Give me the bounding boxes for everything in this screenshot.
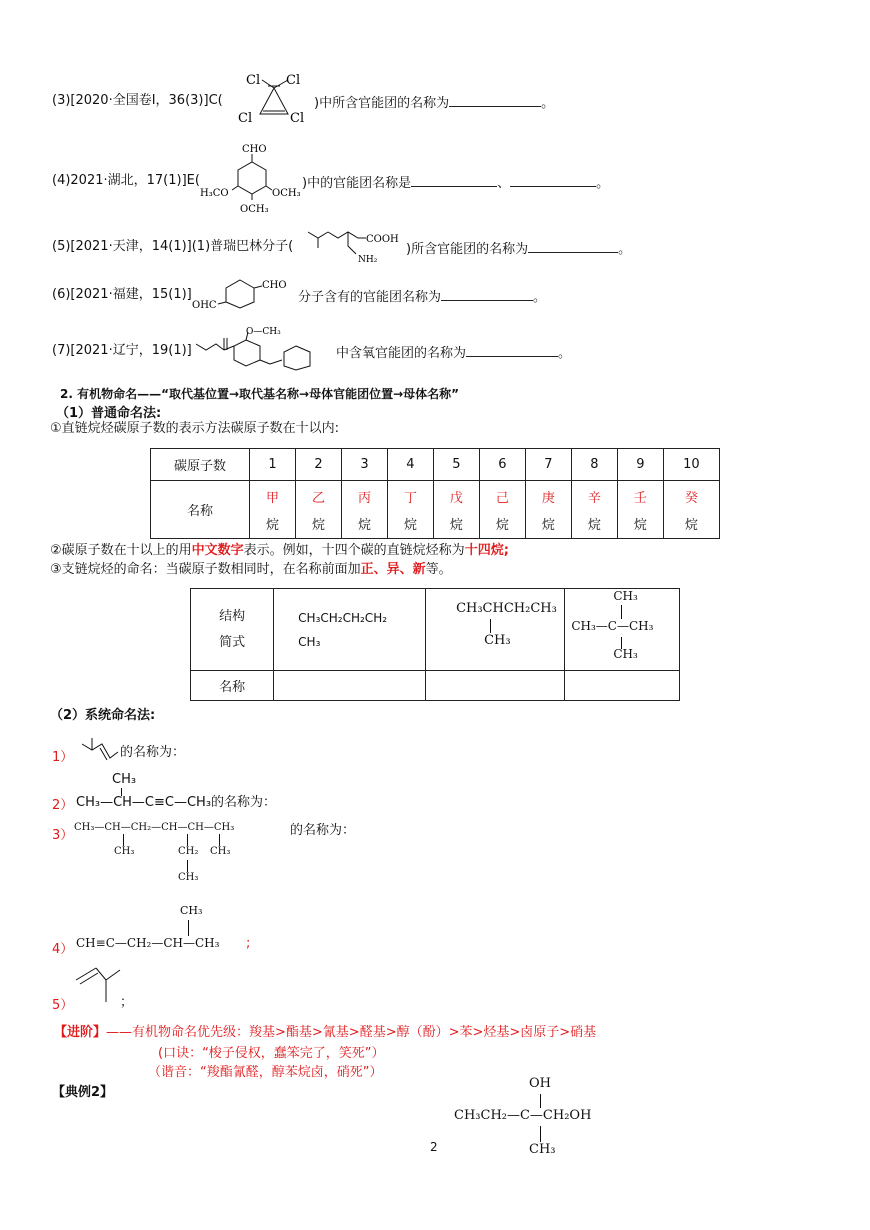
q7-answer-blank[interactable] (466, 342, 558, 357)
section2-title: 2. 有机物命名——“取代基位置→取代基名称→母体官能团位置→母体名称” (60, 387, 460, 401)
prefix: 丙 (357, 490, 371, 506)
item1-number: 1） (52, 750, 74, 765)
butane-line-2: CH₃ (298, 634, 321, 649)
q4-end: 。 (596, 176, 610, 191)
structure-cell-3 (565, 589, 680, 671)
carbon-count-table (150, 448, 720, 539)
q3-answer-blank[interactable] (449, 92, 541, 107)
name-cell (433, 481, 479, 539)
terephthalaldehyde-structure (190, 276, 298, 310)
item3-branch-1: CH₃ (114, 846, 135, 857)
item2-branch: CH₃ (112, 772, 137, 787)
item3-branch-2: CH₂ (178, 846, 199, 857)
q7-prefix: (7)[2021·辽宁，19(1)] (52, 343, 192, 358)
q6-end: 。 (533, 290, 547, 305)
q5-suffix-line (406, 238, 631, 259)
rule3-part-c: 等。 (425, 562, 452, 577)
q7-line (52, 342, 192, 360)
structure-cell-2 (426, 589, 565, 671)
suffix: 烷 (265, 517, 279, 533)
table1-name-label: 名称 (151, 481, 250, 539)
q5-end: 。 (618, 242, 632, 257)
prefix: 己 (495, 490, 509, 506)
example-bond-bottom (540, 1126, 541, 1142)
table2-name-row (191, 671, 680, 701)
advanced-priority: ——有机物命名优先级：羧基>酯基>氰基>醛基>醇（酚）>苯>烃基>卤原子>硝基 (106, 1025, 597, 1040)
advanced-tag: 【进阶】 (54, 1025, 107, 1040)
name-cell (295, 481, 341, 539)
name-cell (250, 481, 296, 539)
num-cell: 6 (479, 449, 525, 481)
suffix: 烷 (495, 517, 509, 533)
item5-number: 5） (52, 998, 74, 1013)
q3-suffix-line (314, 92, 554, 113)
cl-label-1: Cl (246, 73, 261, 88)
item2-number: 2） (52, 798, 74, 813)
advanced-line2: (口诀：“梭子侵权，蠢笨完了，笑死”） (158, 1046, 385, 1061)
q4-suffix-line (302, 172, 609, 193)
table1-number-row (151, 449, 720, 481)
och3-label-2: OCH₃ (240, 204, 269, 215)
item3-branch-3: CH₃ (178, 872, 199, 883)
item3-text: 的名称为： (290, 823, 356, 838)
advanced-line3: （谐音：“羧酯氰醛，醇苯烷卤，硝死”） (148, 1065, 383, 1080)
rule3-part-a: ③支链烷烃的命名：当碳原子数相同时，在名称前面加 (50, 562, 361, 577)
name-cell (479, 481, 525, 539)
q4-separator: 、 (497, 176, 511, 191)
example-main: CH₃CH₂—C—CH₂OH (454, 1108, 592, 1123)
num-cell: 10 (663, 449, 719, 481)
example-bond-top (540, 1094, 541, 1108)
name-cell (617, 481, 663, 539)
name-cell (341, 481, 387, 539)
prefix: 甲 (265, 490, 279, 506)
ohc-label: OHC (192, 300, 217, 310)
isobutane-bond (490, 619, 491, 633)
cl-label-3: Cl (238, 111, 253, 126)
num-cell: 5 (433, 449, 479, 481)
item3-number: 3） (52, 828, 74, 843)
och3-label-1: OCH₃ (272, 188, 301, 199)
q6-suffix-line (298, 286, 546, 307)
pregabalin-structure (300, 218, 408, 268)
q5-prefix: (5)[2021·天津，14(1)](1)普瑞巴林分子( (52, 239, 294, 254)
q4-suffix: )中的官能团名称是 (302, 176, 412, 191)
branched-alkane-table (190, 588, 680, 701)
table2-structure-row (191, 589, 680, 671)
neopentane-bottom: CH₃ (613, 647, 638, 661)
q7-suffix: 中含氧官能团的名称为 (336, 346, 467, 361)
item1-skeletal-structure (78, 734, 122, 764)
q4-prefix: (4)2021·湖北，17(1)]E( (52, 173, 200, 188)
q7-suffix-line (336, 342, 571, 363)
item4-semicolon: ; (246, 936, 251, 951)
prefix: 庚 (541, 490, 555, 506)
q6-prefix: (6)[2021·福建，15(1)] (52, 287, 192, 302)
cho-label: CHO (242, 144, 267, 155)
q6-line (52, 286, 192, 304)
och3-label-7: O—CH₃ (246, 327, 281, 337)
item3-bond-1 (123, 834, 124, 846)
item3-main: CH₃—CH—CH₂—CH—CH—CH₃ (74, 822, 235, 833)
q4-line (52, 172, 200, 190)
prefix: 乙 (311, 490, 325, 506)
h3co-label: H₃CO (200, 188, 229, 199)
trichlorocyclopropene-structure (230, 70, 318, 126)
rule2-text (50, 542, 509, 560)
rule2-highlight-2: 十四烷; (464, 543, 509, 558)
section-systematic-naming: （2）系统命名法: (50, 708, 156, 723)
prefix: 壬 (633, 490, 647, 506)
suffix: 烷 (449, 517, 463, 533)
name-cell (571, 481, 617, 539)
rule2-highlight-1: 中文数字 (191, 543, 244, 558)
suffix: 烷 (357, 517, 371, 533)
num-cell: 2 (295, 449, 341, 481)
item3-bond-3 (187, 860, 188, 872)
suffix: 烷 (311, 517, 325, 533)
table2-name-label: 名称 (191, 671, 274, 701)
example-oh: OH (529, 1076, 551, 1091)
neopentane-bond-top (621, 605, 622, 619)
q3-suffix: )中所含官能团的名称为 (314, 96, 450, 111)
suffix: 烷 (541, 517, 555, 533)
section-common-naming: （1）普通命名法: (56, 406, 162, 421)
rule1-text: ①直链烷烃碳原子数的表示方法碳原子数在十以内: (50, 421, 340, 436)
nh2-label: NH₂ (358, 255, 378, 265)
prefix: 辛 (587, 490, 601, 506)
name-cell (387, 481, 433, 539)
neopentane-top: CH₃ (613, 589, 638, 603)
q5-line (52, 238, 293, 256)
example-ch3: CH₃ (529, 1142, 556, 1157)
name-answer-cell-3[interactable] (565, 671, 680, 701)
item1-text: 的名称为： (120, 745, 186, 760)
structure-label-1: 结构 (219, 608, 246, 624)
isobutane-branch: CH₃ (484, 633, 511, 648)
suffix: 烷 (587, 517, 601, 533)
q5-suffix: )所含官能团的名称为 (406, 242, 529, 257)
prefix: 丁 (403, 490, 417, 506)
prefix: 戊 (449, 490, 463, 506)
table1-name-row (151, 481, 720, 539)
butane-line-1: CH₃CH₂CH₂CH₂ (298, 610, 388, 625)
name-answer-cell-2[interactable] (426, 671, 565, 701)
q6-suffix: 分子含有的官能团名称为 (298, 290, 442, 305)
structure-label-cell (191, 589, 274, 671)
num-cell: 4 (387, 449, 433, 481)
suffix: 烷 (684, 517, 698, 533)
suffix: 烷 (403, 517, 417, 533)
q6-answer-blank[interactable] (441, 286, 533, 301)
item2-formula: CH₃—CH—C≡C—CH₃的名称为： (76, 795, 277, 810)
item3-bond-2 (187, 834, 188, 846)
prefix: 癸 (684, 490, 698, 506)
rule2-part-a: ②碳原子数在十以上的用 (50, 543, 192, 558)
cl-label-2: Cl (286, 73, 301, 88)
q3-line (52, 92, 223, 110)
rule2-part-c: 表示。例如，十四个碳的直链烷烃称为 (243, 543, 465, 558)
structure-label-2: 简式 (219, 634, 246, 650)
item4-bond (188, 920, 189, 936)
item4-number: 4） (52, 942, 74, 957)
item3-branch-4: CH₃ (210, 846, 231, 857)
item5-text: ； (120, 995, 134, 1010)
q4-answer-blank-2[interactable] (510, 172, 596, 187)
cho-label-6: CHO (262, 280, 287, 291)
cl-label-4: Cl (290, 111, 305, 126)
q3-prefix: (3)[2020·全国卷Ⅰ，36(3)]C( (52, 93, 223, 108)
ester-structure (190, 324, 336, 372)
rule3-text (50, 561, 452, 579)
q4-answer-blank-1[interactable] (411, 172, 497, 187)
num-cell: 3 (341, 449, 387, 481)
item4-branch: CH₃ (180, 904, 203, 917)
num-cell: 8 (571, 449, 617, 481)
num-cell: 9 (617, 449, 663, 481)
suffix: 烷 (633, 517, 647, 533)
name-answer-cell-1[interactable] (274, 671, 426, 701)
neopentane-mid: CH₃—C—CH₃ (571, 619, 654, 633)
structure-cell-1 (274, 589, 426, 671)
q3-end: 。 (541, 96, 555, 111)
item3-bond-4 (219, 834, 220, 846)
table1-header: 碳原子数 (151, 449, 250, 481)
cooh-label: COOH (366, 234, 399, 245)
q7-end: 。 (558, 346, 572, 361)
num-cell: 7 (525, 449, 571, 481)
name-cell (525, 481, 571, 539)
name-cell (663, 481, 719, 539)
q5-answer-blank[interactable] (528, 238, 618, 253)
num-cell: 1 (250, 449, 296, 481)
item4-formula: CH≡C—CH₂—CH—CH₃ (76, 936, 220, 950)
example-title: 【典例2】 (52, 1085, 114, 1100)
page-number: 2 (430, 1140, 438, 1154)
advanced-line1 (54, 1024, 596, 1042)
trimethoxybenzaldehyde-structure (198, 140, 306, 216)
rule3-highlight: 正、异、新 (360, 562, 426, 577)
isobutane-main: CH₃CHCH₂CH₃ (456, 601, 557, 616)
